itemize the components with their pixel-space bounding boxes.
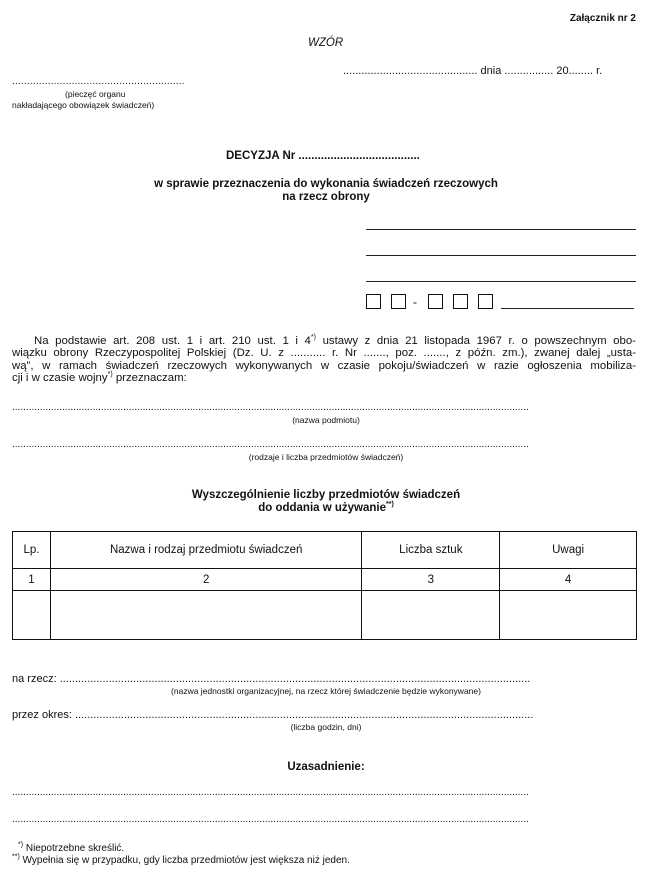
justification-dots-2: .......................................................................................................................................................................................... <box>12 814 529 825</box>
decision-subject-2: na rzecz obrony <box>282 191 370 203</box>
column-number: 3 <box>362 569 500 591</box>
code-box-3 <box>428 294 443 309</box>
template-label: WZÓR <box>308 37 344 49</box>
justification-title: Uzasadnienie: <box>287 761 365 773</box>
column-header-lp: Lp. <box>13 532 51 569</box>
period-dots: ...................................................................................................................................................... <box>74 709 534 721</box>
paragraph-line-1: Na podstawie art. 208 ust. 1 i art. 210 ust. 1 i 4*) ustawy z dnia 21 listopada 1967 r. o powszechnym obo- <box>34 334 636 347</box>
code-line <box>501 308 634 309</box>
goods-caption: (rodzaje i liczba przedmiotów świadczeń) <box>248 452 404 462</box>
table-cell <box>50 591 361 640</box>
beneficiary-label: na rzecz: <box>12 673 60 685</box>
signature-line-2 <box>366 255 636 256</box>
column-header-count: Liczba sztuk <box>362 532 500 569</box>
code-box-4 <box>453 294 468 309</box>
code-dash: - <box>413 295 417 309</box>
paragraph-line-3: wą”, w ramach świadczeń rzeczowych wykonywanych w czasie pokoju/świadczeń w razie ogłoszenia mobiliza- <box>12 359 636 372</box>
footnote-2: **) Wypełnia się w przypadku, gdy liczba przedmiotów jest większa niż jeden. <box>12 853 350 866</box>
signature-line-3 <box>366 281 636 282</box>
table-cell <box>13 591 51 640</box>
signature-line-1 <box>366 229 636 230</box>
goods-dots: .......................................................................................................................................................................................... <box>12 439 529 450</box>
table-number-row <box>13 569 637 591</box>
entity-caption: (nazwa podmiotu) <box>292 415 360 425</box>
table-title-2: do oddania w używanie**) <box>258 501 394 514</box>
code-box-5 <box>478 294 493 309</box>
paragraph-line-2: wiązku obrony Rzeczypospolitej Polskiej (Dz. U. z ........... r. Nr ......., poz. ......., z późn. zm.), zwanej dalej „usta- <box>12 347 636 360</box>
period-caption: (liczba godzin, dni) <box>290 722 362 732</box>
items-table <box>12 531 637 640</box>
column-header-name: Nazwa i rodzaj przedmiotu świadczeń <box>50 532 361 569</box>
entity-dots: .......................................................................................................................................................................................... <box>12 402 529 413</box>
justification-dots-1: .......................................................................................................................................................................................... <box>12 787 529 798</box>
table-row <box>13 591 637 640</box>
stamp-dots: .......................................................... <box>12 76 185 87</box>
table-cell <box>500 591 637 640</box>
stamp-caption-1: (pieczęć organu <box>65 89 126 99</box>
decision-number: DECYZJA Nr ...................................... <box>226 150 420 162</box>
column-number: 4 <box>500 569 637 591</box>
paragraph-line-4: cji i w czasie wojny*) przeznaczam: <box>12 371 187 385</box>
beneficiary-line <box>12 673 637 685</box>
beneficiary-caption: (nazwa jednostki organizacyjnej, na rzecz której świadczenie będzie wykonywane) <box>171 686 481 696</box>
legal-basis-paragraph <box>12 335 636 385</box>
code-box-1 <box>366 294 381 309</box>
decision-subject-1: w sprawie przeznaczenia do wykonania świadczeń rzeczowych <box>154 178 498 190</box>
table-title-1: Wyszczególnienie liczby przedmiotów świadczeń <box>191 489 461 501</box>
table-cell <box>362 591 500 640</box>
beneficiary-dots: .......................................................................................................................................................... <box>59 673 531 685</box>
column-number: 2 <box>50 569 361 591</box>
footnote-1: *) Niepotrzebne skreślić. <box>18 841 125 854</box>
period-label: przez okres: <box>12 709 75 721</box>
code-box-2 <box>391 294 406 309</box>
table-header-row <box>13 532 637 569</box>
column-header-notes: Uwagi <box>500 532 637 569</box>
stamp-caption-2: nakładającego obowiązek świadczeń) <box>12 100 155 110</box>
attachment-label: Załącznik nr 2 <box>569 13 636 24</box>
period-line <box>12 709 637 721</box>
date-line: ............................................ dnia ................ 20........ r. <box>343 65 603 77</box>
column-number: 1 <box>13 569 51 591</box>
decision-title <box>226 150 420 162</box>
